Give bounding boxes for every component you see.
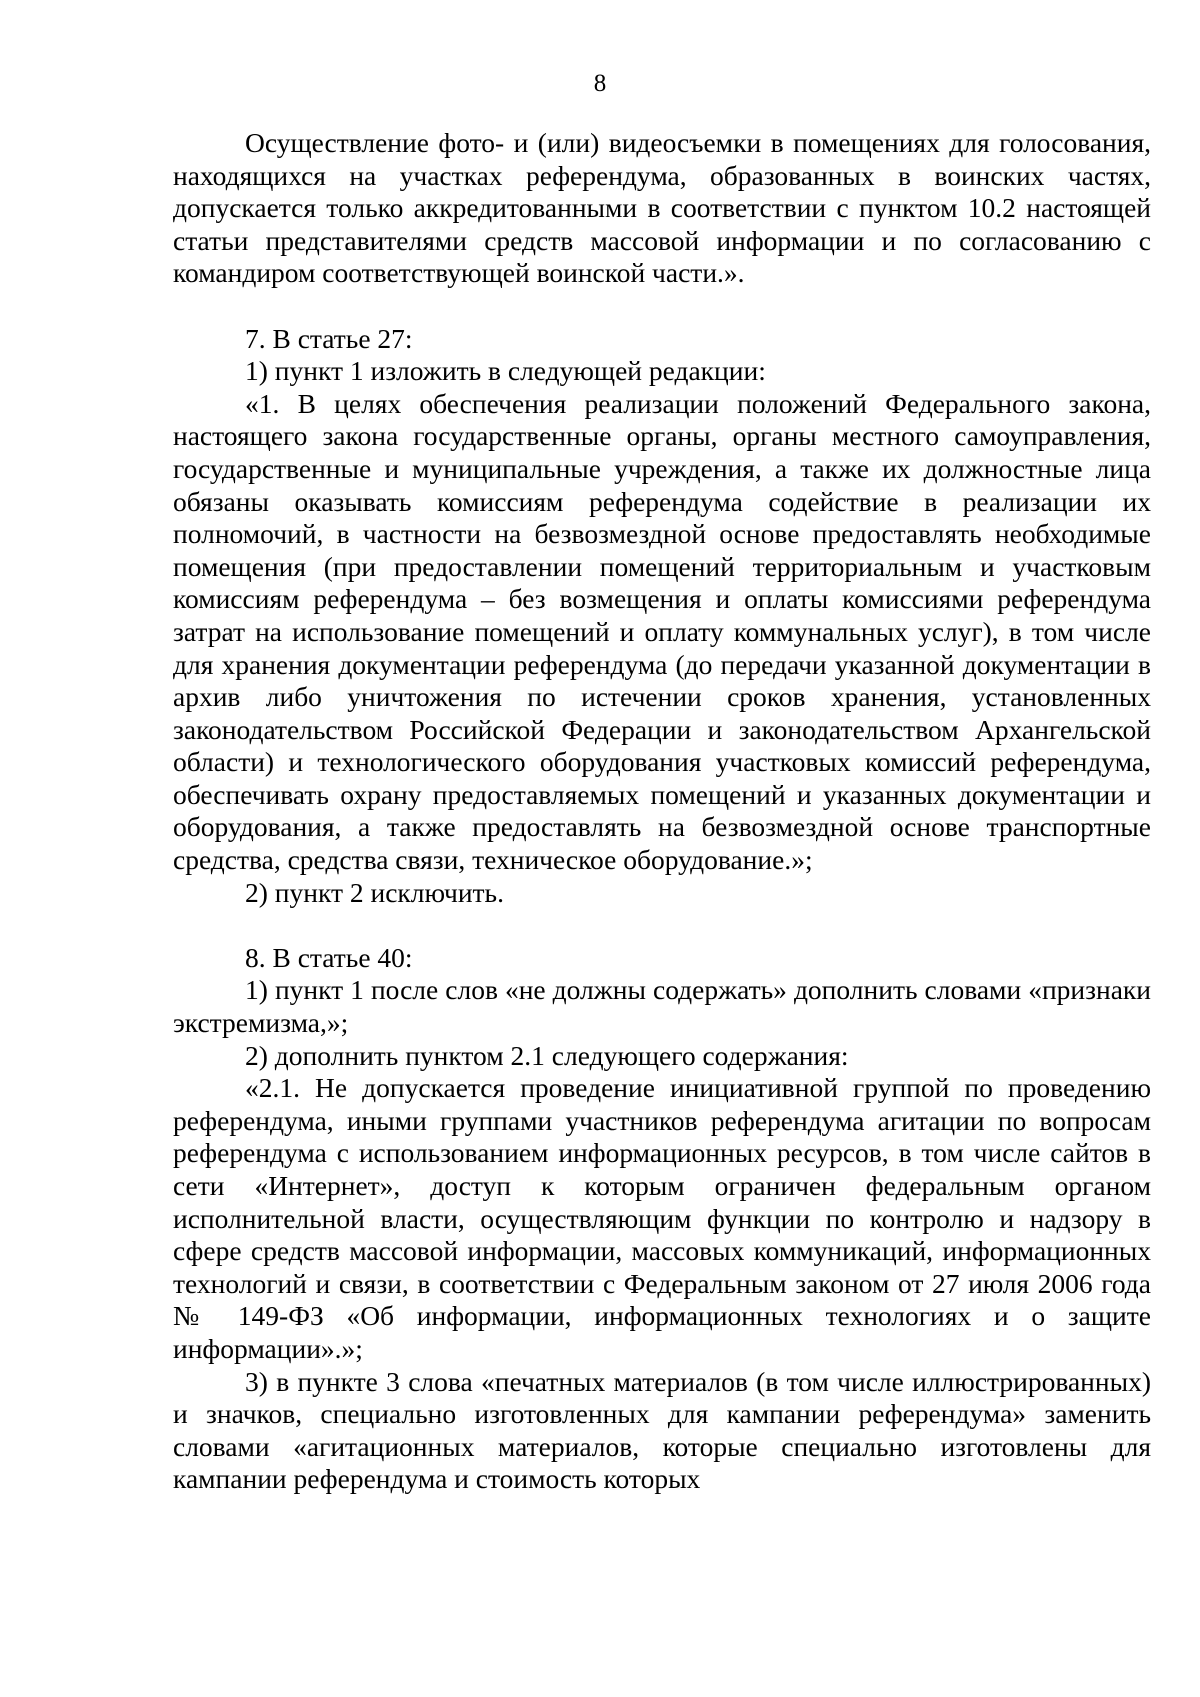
paragraph-article-27-heading: 7. В статье 27: bbox=[245, 322, 413, 354]
paragraph-article-40-new-text: «2.1. Не допускается проведение инициативной группой по проведению референдума, иными группами участников референдума агитации по вопросам референдума с использованием информационных ресурсов, в том числе сайтов в сети «Интернет», доступ к которым ограничен федеральным органом исполнительной власти, осуществляющим функции по контролю и надзору в сфере средств массовой информации, массовых коммуникаций, информационных технологий и связи, в соответствии с Федеральным законом от 27 июля 2006 года № 149-ФЗ «Об информации, информационных технологиях и о защите информации».»; bbox=[173, 1072, 1151, 1364]
paragraph-article-40-heading: 8. В статье 40: bbox=[245, 941, 413, 973]
paragraph-photo-video: Осуществление фото- и (или) видеосъемки в помещениях для голосования, находящихся на участках референдума, образованных в воинских частях, допускается только аккредитованными в соответствии с пунктом 10.2 настоящей статьи представителями средств массовой информации и по согласованию с командиром соответствующей воинской части.». bbox=[173, 127, 1151, 289]
paragraph-article-27-item-2: 2) пункт 2 исключить. bbox=[245, 876, 504, 908]
paragraph-article-27-new-text: «1. В целях обеспечения реализации положений Федерального закона, настоящего закона государственные органы, органы местного самоуправления, государственные и муниципальные учреждения, а также их должностные лица обязаны оказывать комиссиям референдума содействие в реализации их полномочий, в частности на безвозмездной основе предоставлять необходимые помещения (при предоставлении помещений территориальным и участковым комиссиям референдума – без возмещения и оплаты комиссиями референдума затрат на использование помещений и оплату коммунальных услуг), в том числе для хранения документации референдума (до передачи указанной документации в архив либо уничтожения по истечении сроков хранения, установленных законодательством Российской Федерации и законодательством Архангельской области) и технологического оборудования участковых комиссий референдума, обеспечивать охрану предоставляемых помещений и указанных документации и оборудования, а также предоставлять на безвозмездной основе транспортные средства, средства связи, техническое оборудование.»; bbox=[173, 387, 1151, 876]
paragraph-spacer bbox=[173, 909, 1151, 942]
paragraph-spacer bbox=[173, 290, 1151, 323]
document-body bbox=[173, 127, 1151, 1496]
paragraph-article-40-item-3: 3) в пункте 3 слова «печатных материалов (в том числе иллюстрированных) и значков, специально изготовленных для кампании референдума» заменить словами «агитационных материалов, которые специально изготовлены для кампании референдума и стоимость которых bbox=[173, 1365, 1151, 1495]
page-number: 8 bbox=[593, 70, 607, 97]
paragraph-article-40-item-2: 2) дополнить пунктом 2.1 следующего содержания: bbox=[245, 1039, 849, 1071]
paragraph-article-27-item-1: 1) пункт 1 изложить в следующей редакции: bbox=[245, 355, 766, 387]
paragraph-article-40-item-1: 1) пункт 1 после слов «не должны содержать» дополнить словами «признаки экстремизма,»; bbox=[173, 974, 1151, 1039]
